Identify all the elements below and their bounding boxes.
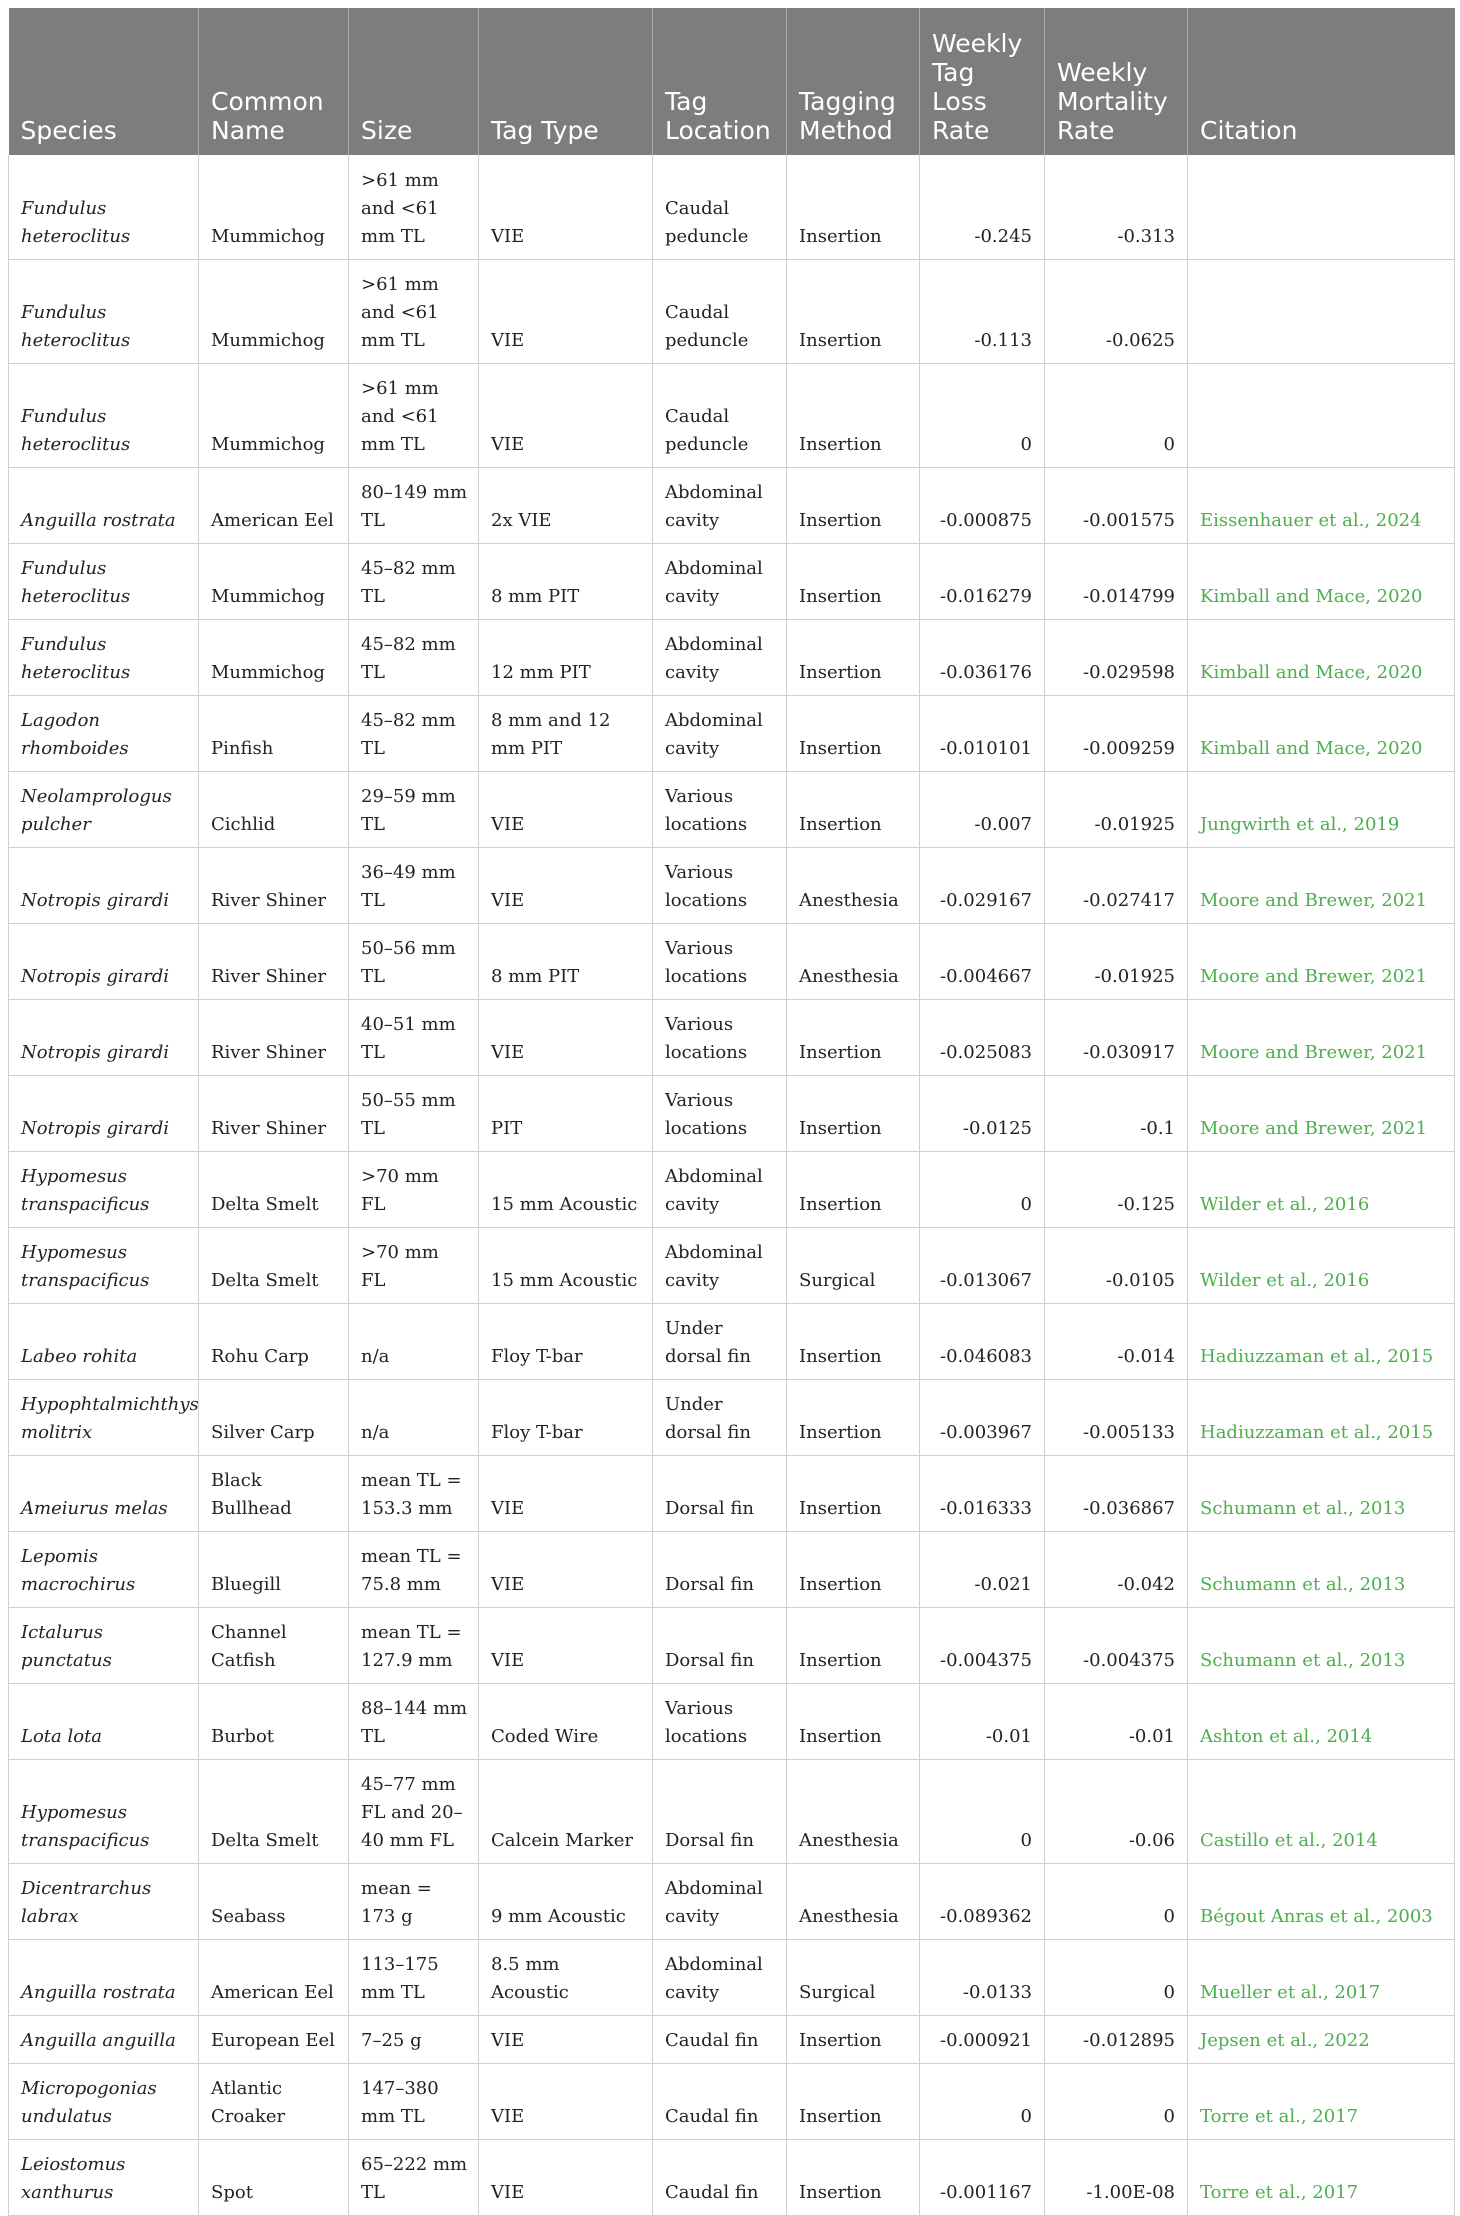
cell-tagging-method: Insertion bbox=[787, 1151, 920, 1227]
cell-species: Fundulus heteroclitus bbox=[9, 543, 199, 619]
cell-size: 36–49 mm TL bbox=[349, 847, 479, 923]
cell-tag-type: VIE bbox=[479, 1607, 653, 1683]
cell-common-name: Delta Smelt bbox=[199, 1151, 349, 1227]
cell-common-name: River Shiner bbox=[199, 999, 349, 1075]
cell-size: n/a bbox=[349, 1303, 479, 1379]
cell-species: Leiostomus xanthurus bbox=[9, 2139, 199, 2215]
cell-common-name: Black Bullhead bbox=[199, 1455, 349, 1531]
cell-size: 45–82 mm TL bbox=[349, 543, 479, 619]
cell-weekly-tag-loss-rate: -0.001167 bbox=[920, 2139, 1045, 2215]
cell-species: Lota lota bbox=[9, 1683, 199, 1759]
cell-species: Hypomesus transpacificus bbox=[9, 1227, 199, 1303]
cell-size: >70 mm FL bbox=[349, 1227, 479, 1303]
cell-size: mean TL = 127.9 mm bbox=[349, 1607, 479, 1683]
cell-tagging-method: Insertion bbox=[787, 1379, 920, 1455]
cell-size: 113–175 mm TL bbox=[349, 1939, 479, 2015]
cell-species: Labeo rohita bbox=[9, 1303, 199, 1379]
cell-common-name: Cichlid bbox=[199, 771, 349, 847]
cell-tag-location: Abdominal cavity bbox=[653, 1939, 787, 2015]
citation-link[interactable]: Wilder et al., 2016 bbox=[1200, 1193, 1370, 1215]
cell-tagging-method: Insertion bbox=[787, 1075, 920, 1151]
table-row bbox=[9, 695, 1455, 771]
cell-weekly-mortality-rate: -0.027417 bbox=[1045, 847, 1188, 923]
cell-tag-location: Abdominal cavity bbox=[653, 619, 787, 695]
citation-link[interactable]: Bégout Anras et al., 2003 bbox=[1200, 1905, 1433, 1927]
table-row bbox=[9, 1379, 1455, 1455]
cell-species: Notropis girardi bbox=[9, 923, 199, 999]
cell-weekly-mortality-rate: 0 bbox=[1045, 2063, 1188, 2139]
cell-tag-location: Dorsal fin bbox=[653, 1759, 787, 1863]
table-row bbox=[9, 1759, 1455, 1863]
cell-common-name: Mummichog bbox=[199, 259, 349, 363]
cell-weekly-mortality-rate: -0.030917 bbox=[1045, 999, 1188, 1075]
cell-species: Ameiurus melas bbox=[9, 1455, 199, 1531]
cell-tag-type: 2x VIE bbox=[479, 467, 653, 543]
table-row bbox=[9, 155, 1455, 259]
cell-weekly-mortality-rate: -0.042 bbox=[1045, 1531, 1188, 1607]
cell-weekly-tag-loss-rate: -0.003967 bbox=[920, 1379, 1045, 1455]
cell-tag-type: 8 mm PIT bbox=[479, 923, 653, 999]
cell-species: Micropogonias undulatus bbox=[9, 2063, 199, 2139]
cell-tagging-method: Insertion bbox=[787, 1683, 920, 1759]
cell-tag-location: Under dorsal fin bbox=[653, 1303, 787, 1379]
cell-citation bbox=[1188, 1455, 1455, 1531]
cell-common-name: Pinfish bbox=[199, 695, 349, 771]
cell-common-name: American Eel bbox=[199, 1939, 349, 2015]
cell-weekly-mortality-rate: -0.0105 bbox=[1045, 1227, 1188, 1303]
cell-species: Dicentrarchus labrax bbox=[9, 1863, 199, 1939]
cell-common-name: Mummichog bbox=[199, 155, 349, 259]
cell-tagging-method: Insertion bbox=[787, 2063, 920, 2139]
cell-citation bbox=[1188, 1227, 1455, 1303]
table-row bbox=[9, 1075, 1455, 1151]
cell-common-name: River Shiner bbox=[199, 1075, 349, 1151]
cell-common-name: Mummichog bbox=[199, 619, 349, 695]
table-row bbox=[9, 1227, 1455, 1303]
cell-citation bbox=[1188, 695, 1455, 771]
cell-tagging-method: Anesthesia bbox=[787, 1759, 920, 1863]
cell-tagging-method: Anesthesia bbox=[787, 923, 920, 999]
citation-link[interactable]: Jungwirth et al., 2019 bbox=[1200, 813, 1400, 835]
cell-weekly-tag-loss-rate: -0.004375 bbox=[920, 1607, 1045, 1683]
cell-tag-type: Calcein Marker bbox=[479, 1759, 653, 1863]
cell-tag-type: PIT bbox=[479, 1075, 653, 1151]
header-common-name: Common Name bbox=[199, 8, 349, 155]
citation-link[interactable]: Castillo et al., 2014 bbox=[1200, 1829, 1378, 1851]
header-citation: Citation bbox=[1188, 8, 1455, 155]
table-row bbox=[9, 2139, 1455, 2215]
cell-citation bbox=[1188, 1303, 1455, 1379]
cell-citation bbox=[1188, 1939, 1455, 2015]
cell-tag-location: Abdominal cavity bbox=[653, 1151, 787, 1227]
cell-species: Lagodon rhomboides bbox=[9, 695, 199, 771]
citation-link[interactable]: Schumann et al., 2013 bbox=[1200, 1497, 1406, 1519]
table-row bbox=[9, 1455, 1455, 1531]
cell-species: Notropis girardi bbox=[9, 999, 199, 1075]
cell-tagging-method: Insertion bbox=[787, 467, 920, 543]
cell-weekly-tag-loss-rate: 0 bbox=[920, 2063, 1045, 2139]
cell-citation bbox=[1188, 1863, 1455, 1939]
cell-tag-type: Coded Wire bbox=[479, 1683, 653, 1759]
cell-weekly-mortality-rate: 0 bbox=[1045, 1939, 1188, 2015]
cell-size: mean TL = 153.3 mm bbox=[349, 1455, 479, 1531]
cell-species: Ictalurus punctatus bbox=[9, 1607, 199, 1683]
cell-weekly-mortality-rate: -0.005133 bbox=[1045, 1379, 1188, 1455]
cell-weekly-tag-loss-rate: -0.089362 bbox=[920, 1863, 1045, 1939]
citation-link[interactable]: Kimball and Mace, 2020 bbox=[1200, 585, 1423, 607]
cell-size: 45–82 mm TL bbox=[349, 619, 479, 695]
cell-weekly-tag-loss-rate: 0 bbox=[920, 1151, 1045, 1227]
cell-tagging-method: Insertion bbox=[787, 771, 920, 847]
cell-weekly-tag-loss-rate: -0.036176 bbox=[920, 619, 1045, 695]
cell-tag-type: VIE bbox=[479, 1531, 653, 1607]
cell-tag-location: Caudal peduncle bbox=[653, 155, 787, 259]
cell-species: Hypomesus transpacificus bbox=[9, 1759, 199, 1863]
table-row bbox=[9, 1683, 1455, 1759]
cell-size: 29–59 mm TL bbox=[349, 771, 479, 847]
cell-tag-location: Abdominal cavity bbox=[653, 1227, 787, 1303]
cell-citation bbox=[1188, 1759, 1455, 1863]
cell-tagging-method: Insertion bbox=[787, 1607, 920, 1683]
cell-common-name: European Eel bbox=[199, 2015, 349, 2063]
cell-citation bbox=[1188, 2139, 1455, 2215]
cell-weekly-mortality-rate: -0.01 bbox=[1045, 1683, 1188, 1759]
cell-common-name: Seabass bbox=[199, 1863, 349, 1939]
header-tag-type: Tag Type bbox=[479, 8, 653, 155]
cell-weekly-tag-loss-rate: -0.007 bbox=[920, 771, 1045, 847]
cell-common-name: Delta Smelt bbox=[199, 1759, 349, 1863]
table-row bbox=[9, 1863, 1455, 1939]
cell-species: Hypophtalmichthys molitrix bbox=[9, 1379, 199, 1455]
cell-tagging-method: Insertion bbox=[787, 2139, 920, 2215]
cell-size: >61 mm and <61 mm TL bbox=[349, 259, 479, 363]
cell-weekly-tag-loss-rate: -0.013067 bbox=[920, 1227, 1045, 1303]
cell-tagging-method: Anesthesia bbox=[787, 847, 920, 923]
header-row bbox=[9, 8, 1455, 155]
table-row bbox=[9, 2015, 1455, 2063]
citation-link[interactable]: Kimball and Mace, 2020 bbox=[1200, 737, 1423, 759]
cell-common-name: Mummichog bbox=[199, 363, 349, 467]
cell-weekly-mortality-rate: -0.001575 bbox=[1045, 467, 1188, 543]
cell-weekly-mortality-rate: -0.014 bbox=[1045, 1303, 1188, 1379]
cell-tag-type: 8.5 mm Acoustic bbox=[479, 1939, 653, 2015]
cell-tag-type: 15 mm Acoustic bbox=[479, 1151, 653, 1227]
cell-tagging-method: Anesthesia bbox=[787, 1863, 920, 1939]
cell-species: Anguilla rostrata bbox=[9, 1939, 199, 2015]
cell-size: 50–56 mm TL bbox=[349, 923, 479, 999]
citation-link[interactable]: Moore and Brewer, 2021 bbox=[1200, 1041, 1428, 1063]
cell-citation bbox=[1188, 1075, 1455, 1151]
cell-size: mean = 173 g bbox=[349, 1863, 479, 1939]
cell-citation bbox=[1188, 619, 1455, 695]
tag-study-table bbox=[8, 8, 1455, 2216]
cell-tagging-method: Insertion bbox=[787, 155, 920, 259]
cell-species: Notropis girardi bbox=[9, 1075, 199, 1151]
cell-weekly-mortality-rate: -0.313 bbox=[1045, 155, 1188, 259]
cell-weekly-mortality-rate: -0.01925 bbox=[1045, 771, 1188, 847]
cell-size: 80–149 mm TL bbox=[349, 467, 479, 543]
table-row bbox=[9, 543, 1455, 619]
cell-tagging-method: Insertion bbox=[787, 695, 920, 771]
cell-tag-location: Various locations bbox=[653, 1075, 787, 1151]
table-row bbox=[9, 1607, 1455, 1683]
cell-tag-type: 8 mm PIT bbox=[479, 543, 653, 619]
cell-weekly-tag-loss-rate: -0.021 bbox=[920, 1531, 1045, 1607]
cell-size: 88–144 mm TL bbox=[349, 1683, 479, 1759]
cell-weekly-mortality-rate: -0.029598 bbox=[1045, 619, 1188, 695]
cell-weekly-tag-loss-rate: 0 bbox=[920, 363, 1045, 467]
cell-common-name: Bluegill bbox=[199, 1531, 349, 1607]
cell-weekly-tag-loss-rate: -0.245 bbox=[920, 155, 1045, 259]
cell-size: 50–55 mm TL bbox=[349, 1075, 479, 1151]
cell-common-name: Spot bbox=[199, 2139, 349, 2215]
cell-tag-type: VIE bbox=[479, 2063, 653, 2139]
table-body bbox=[9, 155, 1455, 2215]
cell-weekly-tag-loss-rate: -0.016279 bbox=[920, 543, 1045, 619]
table-row bbox=[9, 771, 1455, 847]
cell-weekly-mortality-rate: -0.01925 bbox=[1045, 923, 1188, 999]
cell-weekly-tag-loss-rate: -0.046083 bbox=[920, 1303, 1045, 1379]
cell-weekly-mortality-rate: -0.009259 bbox=[1045, 695, 1188, 771]
cell-common-name: Atlantic Croaker bbox=[199, 2063, 349, 2139]
cell-tag-type: VIE bbox=[479, 363, 653, 467]
cell-tag-type: VIE bbox=[479, 771, 653, 847]
cell-weekly-tag-loss-rate: -0.025083 bbox=[920, 999, 1045, 1075]
cell-tag-type: VIE bbox=[479, 847, 653, 923]
cell-tag-location: Dorsal fin bbox=[653, 1531, 787, 1607]
cell-tag-type: 12 mm PIT bbox=[479, 619, 653, 695]
cell-tag-type: VIE bbox=[479, 999, 653, 1075]
cell-tag-location: Dorsal fin bbox=[653, 1455, 787, 1531]
cell-tag-type: 15 mm Acoustic bbox=[479, 1227, 653, 1303]
cell-tag-type: VIE bbox=[479, 2139, 653, 2215]
cell-tag-location: Under dorsal fin bbox=[653, 1379, 787, 1455]
cell-tag-location: Abdominal cavity bbox=[653, 695, 787, 771]
cell-tag-type: VIE bbox=[479, 155, 653, 259]
citation-link[interactable]: Jepsen et al., 2022 bbox=[1200, 2029, 1370, 2051]
cell-size: 40–51 mm TL bbox=[349, 999, 479, 1075]
cell-weekly-mortality-rate: -0.06 bbox=[1045, 1759, 1188, 1863]
table-row bbox=[9, 619, 1455, 695]
cell-tagging-method: Insertion bbox=[787, 1303, 920, 1379]
cell-tag-location: Abdominal cavity bbox=[653, 543, 787, 619]
cell-weekly-mortality-rate: -1.00E-08 bbox=[1045, 2139, 1188, 2215]
cell-tag-location: Abdominal cavity bbox=[653, 467, 787, 543]
cell-citation bbox=[1188, 1683, 1455, 1759]
citation-link[interactable]: Hadiuzzaman et al., 2015 bbox=[1200, 1345, 1434, 1367]
citation-link[interactable]: Schumann et al., 2013 bbox=[1200, 1649, 1406, 1671]
cell-weekly-mortality-rate: 0 bbox=[1045, 363, 1188, 467]
cell-species: Anguilla anguilla bbox=[9, 2015, 199, 2063]
cell-species: Lepomis macrochirus bbox=[9, 1531, 199, 1607]
cell-weekly-tag-loss-rate: -0.010101 bbox=[920, 695, 1045, 771]
cell-tagging-method: Insertion bbox=[787, 2015, 920, 2063]
cell-species: Hypomesus transpacificus bbox=[9, 1151, 199, 1227]
header-species: Species bbox=[9, 8, 199, 155]
cell-citation bbox=[1188, 155, 1455, 259]
cell-citation bbox=[1188, 1607, 1455, 1683]
cell-weekly-tag-loss-rate: -0.016333 bbox=[920, 1455, 1045, 1531]
cell-species: Fundulus heteroclitus bbox=[9, 619, 199, 695]
cell-tag-location: Various locations bbox=[653, 1683, 787, 1759]
cell-weekly-mortality-rate: -0.036867 bbox=[1045, 1455, 1188, 1531]
cell-tagging-method: Insertion bbox=[787, 1531, 920, 1607]
cell-species: Fundulus heteroclitus bbox=[9, 363, 199, 467]
cell-weekly-mortality-rate: -0.014799 bbox=[1045, 543, 1188, 619]
cell-common-name: River Shiner bbox=[199, 923, 349, 999]
table-row bbox=[9, 467, 1455, 543]
header-size: Size bbox=[349, 8, 479, 155]
cell-citation bbox=[1188, 2063, 1455, 2139]
cell-size: 45–77 mm FL and 20–40 mm FL bbox=[349, 1759, 479, 1863]
cell-size: n/a bbox=[349, 1379, 479, 1455]
citation-link[interactable]: Torre et al., 2017 bbox=[1200, 2181, 1359, 2203]
header-weekly-mortality-rate: Weekly Mortality Rate bbox=[1045, 8, 1188, 155]
citation-link[interactable]: Torre et al., 2017 bbox=[1200, 2105, 1359, 2127]
cell-tag-type: 8 mm and 12 mm PIT bbox=[479, 695, 653, 771]
table-row bbox=[9, 259, 1455, 363]
cell-weekly-tag-loss-rate: -0.000875 bbox=[920, 467, 1045, 543]
cell-weekly-tag-loss-rate: -0.004667 bbox=[920, 923, 1045, 999]
cell-tagging-method: Surgical bbox=[787, 1227, 920, 1303]
cell-tagging-method: Surgical bbox=[787, 1939, 920, 2015]
cell-tag-type: VIE bbox=[479, 2015, 653, 2063]
cell-common-name: American Eel bbox=[199, 467, 349, 543]
cell-citation bbox=[1188, 1151, 1455, 1227]
citation-link[interactable]: Mueller et al., 2017 bbox=[1200, 1981, 1381, 2003]
table-row bbox=[9, 2063, 1455, 2139]
cell-weekly-mortality-rate: -0.012895 bbox=[1045, 2015, 1188, 2063]
cell-tag-location: Various locations bbox=[653, 999, 787, 1075]
cell-tagging-method: Insertion bbox=[787, 999, 920, 1075]
cell-tag-location: Various locations bbox=[653, 923, 787, 999]
table-row bbox=[9, 923, 1455, 999]
cell-weekly-tag-loss-rate: 0 bbox=[920, 1759, 1045, 1863]
table-row bbox=[9, 1303, 1455, 1379]
cell-tag-location: Caudal peduncle bbox=[653, 259, 787, 363]
citation-link[interactable]: Eissenhauer et al., 2024 bbox=[1200, 509, 1422, 531]
cell-weekly-tag-loss-rate: -0.01 bbox=[920, 1683, 1045, 1759]
cell-common-name: Mummichog bbox=[199, 543, 349, 619]
cell-tag-location: Various locations bbox=[653, 847, 787, 923]
cell-citation bbox=[1188, 1379, 1455, 1455]
cell-size: 147–380 mm TL bbox=[349, 2063, 479, 2139]
cell-citation bbox=[1188, 363, 1455, 467]
cell-tagging-method: Insertion bbox=[787, 619, 920, 695]
cell-tagging-method: Insertion bbox=[787, 363, 920, 467]
cell-tag-type: VIE bbox=[479, 1455, 653, 1531]
cell-common-name: Channel Catfish bbox=[199, 1607, 349, 1683]
cell-size: 65–222 mm TL bbox=[349, 2139, 479, 2215]
cell-citation bbox=[1188, 771, 1455, 847]
cell-species: Anguilla rostrata bbox=[9, 467, 199, 543]
cell-citation bbox=[1188, 259, 1455, 363]
cell-common-name: Silver Carp bbox=[199, 1379, 349, 1455]
cell-weekly-tag-loss-rate: -0.000921 bbox=[920, 2015, 1045, 2063]
table-row bbox=[9, 1151, 1455, 1227]
cell-size: 7–25 g bbox=[349, 2015, 479, 2063]
citation-link[interactable]: Moore and Brewer, 2021 bbox=[1200, 889, 1428, 911]
cell-common-name: Rohu Carp bbox=[199, 1303, 349, 1379]
header-tag-location: Tag Location bbox=[653, 8, 787, 155]
cell-size: mean TL = 75.8 mm bbox=[349, 1531, 479, 1607]
cell-tag-type: Floy T-bar bbox=[479, 1303, 653, 1379]
header-weekly-tag-loss-rate: Weekly Tag Loss Rate bbox=[920, 8, 1045, 155]
cell-size: >70 mm FL bbox=[349, 1151, 479, 1227]
citation-link[interactable]: Kimball and Mace, 2020 bbox=[1200, 661, 1423, 683]
cell-tag-type: 9 mm Acoustic bbox=[479, 1863, 653, 1939]
tag-study-table-wrapper bbox=[8, 8, 1454, 2216]
header-tagging-method: Tagging Method bbox=[787, 8, 920, 155]
cell-common-name: Burbot bbox=[199, 1683, 349, 1759]
table-header bbox=[9, 8, 1455, 155]
citation-link[interactable]: Schumann et al., 2013 bbox=[1200, 1573, 1406, 1595]
cell-common-name: River Shiner bbox=[199, 847, 349, 923]
table-row bbox=[9, 1939, 1455, 2015]
cell-weekly-tag-loss-rate: -0.0125 bbox=[920, 1075, 1045, 1151]
cell-size: 45–82 mm TL bbox=[349, 695, 479, 771]
cell-species: Fundulus heteroclitus bbox=[9, 155, 199, 259]
cell-tag-location: Abdominal cavity bbox=[653, 1863, 787, 1939]
citation-link[interactable]: Moore and Brewer, 2021 bbox=[1200, 1117, 1428, 1139]
cell-tag-type: VIE bbox=[479, 259, 653, 363]
cell-citation bbox=[1188, 467, 1455, 543]
cell-citation bbox=[1188, 923, 1455, 999]
cell-citation bbox=[1188, 1531, 1455, 1607]
cell-weekly-tag-loss-rate: -0.029167 bbox=[920, 847, 1045, 923]
cell-tag-type: Floy T-bar bbox=[479, 1379, 653, 1455]
cell-common-name: Delta Smelt bbox=[199, 1227, 349, 1303]
cell-tag-location: Caudal fin bbox=[653, 2139, 787, 2215]
citation-link[interactable]: Ashton et al., 2014 bbox=[1200, 1725, 1373, 1747]
cell-tagging-method: Insertion bbox=[787, 1455, 920, 1531]
cell-tagging-method: Insertion bbox=[787, 543, 920, 619]
cell-tag-location: Caudal fin bbox=[653, 2063, 787, 2139]
table-row bbox=[9, 999, 1455, 1075]
cell-weekly-mortality-rate: -0.125 bbox=[1045, 1151, 1188, 1227]
cell-tagging-method: Insertion bbox=[787, 259, 920, 363]
cell-weekly-mortality-rate: -0.0625 bbox=[1045, 259, 1188, 363]
cell-citation bbox=[1188, 543, 1455, 619]
cell-tag-location: Caudal fin bbox=[653, 2015, 787, 2063]
cell-species: Fundulus heteroclitus bbox=[9, 259, 199, 363]
cell-citation bbox=[1188, 999, 1455, 1075]
cell-weekly-mortality-rate: -0.004375 bbox=[1045, 1607, 1188, 1683]
cell-citation bbox=[1188, 2015, 1455, 2063]
cell-weekly-mortality-rate: -0.1 bbox=[1045, 1075, 1188, 1151]
table-row bbox=[9, 363, 1455, 467]
cell-size: >61 mm and <61 mm TL bbox=[349, 363, 479, 467]
cell-size: >61 mm and <61 mm TL bbox=[349, 155, 479, 259]
cell-tag-location: Various locations bbox=[653, 771, 787, 847]
cell-species: Notropis girardi bbox=[9, 847, 199, 923]
cell-weekly-mortality-rate: 0 bbox=[1045, 1863, 1188, 1939]
citation-link[interactable]: Hadiuzzaman et al., 2015 bbox=[1200, 1421, 1434, 1443]
cell-weekly-tag-loss-rate: -0.113 bbox=[920, 259, 1045, 363]
cell-weekly-tag-loss-rate: -0.0133 bbox=[920, 1939, 1045, 2015]
cell-species: Neolamprologus pulcher bbox=[9, 771, 199, 847]
cell-tag-location: Dorsal fin bbox=[653, 1607, 787, 1683]
cell-citation bbox=[1188, 847, 1455, 923]
citation-link[interactable]: Wilder et al., 2016 bbox=[1200, 1269, 1370, 1291]
table-row bbox=[9, 1531, 1455, 1607]
citation-link[interactable]: Moore and Brewer, 2021 bbox=[1200, 965, 1428, 987]
cell-tag-location: Caudal peduncle bbox=[653, 363, 787, 467]
table-row bbox=[9, 847, 1455, 923]
